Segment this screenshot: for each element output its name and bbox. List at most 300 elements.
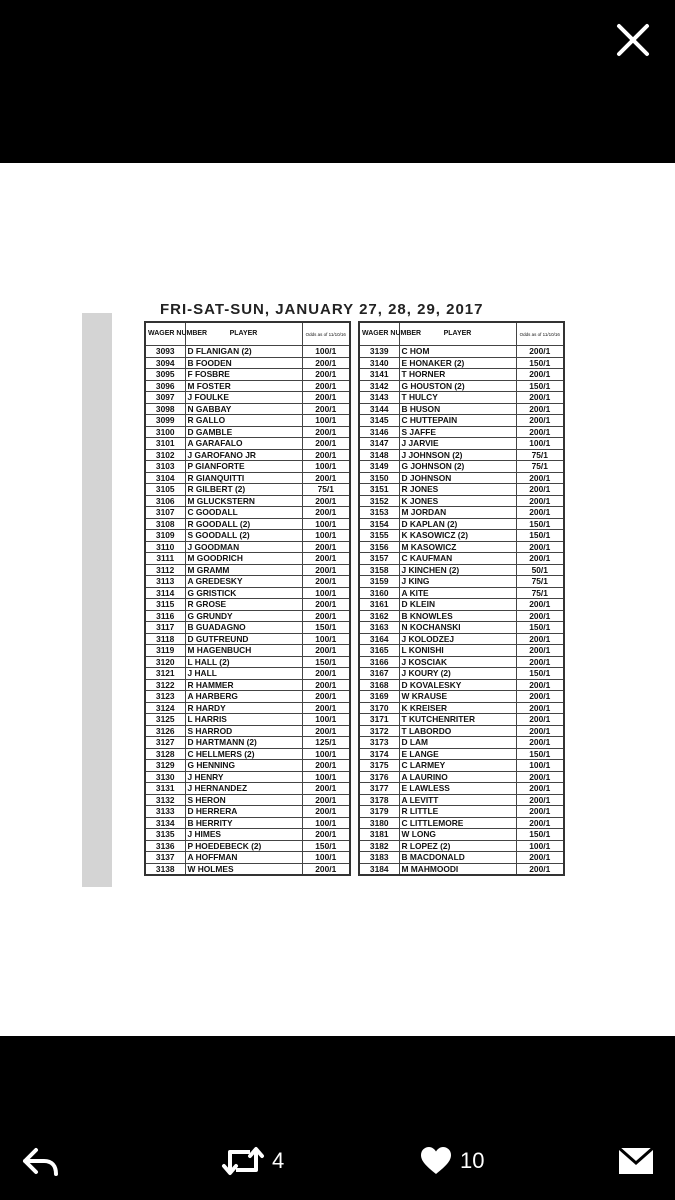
player-cell: D GUTFREUND [185,633,302,645]
player-cell: L HARRIS [185,714,302,726]
odds-cell: 200/1 [302,369,350,381]
table-row [145,403,350,415]
table-row [359,518,564,530]
odds-cell: 200/1 [302,472,350,484]
player-cell: M GOODRICH [185,553,302,565]
like-count: 10 [460,1148,485,1173]
like-button[interactable] [420,1140,484,1182]
table-row [359,564,564,576]
player-cell: L KONISHI [399,645,516,657]
close-button[interactable] [609,16,657,64]
odds-cell: 200/1 [302,426,350,438]
player-cell: L HALL (2) [185,656,302,668]
table-row [145,702,350,714]
odds-cell: 200/1 [516,852,564,864]
odds-cell: 200/1 [302,507,350,519]
wager-number-cell: 3141 [359,369,399,381]
player-cell: A HOFFMAN [185,852,302,864]
wager-number-cell: 3169 [359,691,399,703]
reply-icon [22,1144,60,1178]
wager-number-cell: 3138 [145,863,185,875]
odds-cell: 200/1 [516,346,564,358]
odds-cell: 200/1 [302,760,350,772]
player-cell: D KAPLAN (2) [399,518,516,530]
player-cell: T HORNER [399,369,516,381]
odds-cell: 100/1 [302,633,350,645]
table-row [145,691,350,703]
envelope-icon [618,1146,654,1176]
player-cell: M GLUCKSTERN [185,495,302,507]
player-cell: R JONES [399,484,516,496]
table-row [145,645,350,657]
wager-number-cell: 3147 [359,438,399,450]
player-cell: B GUADAGNO [185,622,302,634]
table-row [359,794,564,806]
player-cell: B HERRITY [185,817,302,829]
player-cell: M KASOWICZ [399,541,516,553]
player-cell: D HERRERA [185,806,302,818]
wager-number-cell: 3153 [359,507,399,519]
odds-cell: 100/1 [516,438,564,450]
odds-cell: 200/1 [302,380,350,392]
player-cell: M FOSTER [185,380,302,392]
table-row [359,403,564,415]
table-row [145,714,350,726]
odds-cell: 200/1 [516,392,564,404]
wager-number-cell: 3177 [359,783,399,795]
wager-number-cell: 3136 [145,840,185,852]
player-cell: A GREDESKY [185,576,302,588]
wager-number-cell: 3105 [145,484,185,496]
player-cell: D HARTMANN (2) [185,737,302,749]
wager-number-cell: 3143 [359,392,399,404]
player-cell: M GRAMM [185,564,302,576]
odds-cell: 150/1 [302,622,350,634]
wager-number-cell: 3180 [359,817,399,829]
player-cell: K KASOWICZ (2) [399,530,516,542]
player-cell: J HALL [185,668,302,680]
odds-cell: 200/1 [302,403,350,415]
player-cell: C GOODALL [185,507,302,519]
wager-number-cell: 3104 [145,472,185,484]
retweet-count: 4 [272,1148,285,1173]
odds-cell: 200/1 [516,415,564,427]
odds-cell: 200/1 [516,702,564,714]
table-row [359,714,564,726]
player-cell: C HELLMERS (2) [185,748,302,760]
wager-number-cell: 3130 [145,771,185,783]
table-row [359,771,564,783]
odds-cell: 200/1 [516,783,564,795]
table-row [145,622,350,634]
wager-number-cell: 3148 [359,449,399,461]
wager-number-cell: 3127 [145,737,185,749]
odds-cell: 200/1 [302,599,350,611]
odds-cell: 150/1 [516,530,564,542]
wager-number-cell: 3098 [145,403,185,415]
header-player: PLAYER [185,322,302,346]
odds-cell: 200/1 [516,645,564,657]
table-row [145,679,350,691]
odds-cell: 200/1 [302,668,350,680]
player-cell: M JORDAN [399,507,516,519]
retweet-button[interactable] [222,1140,284,1182]
odds-cell: 200/1 [302,357,350,369]
wager-number-cell: 3109 [145,530,185,542]
wager-number-cell: 3154 [359,518,399,530]
header-wager-number: WAGER NUMBER [359,322,399,346]
player-cell: J KOURY (2) [399,668,516,680]
player-cell: E LAWLESS [399,783,516,795]
table-row [145,461,350,473]
media-image-area [0,163,675,1036]
table-row [359,863,564,875]
player-cell: J KING [399,576,516,588]
wager-number-cell: 3170 [359,702,399,714]
table-row [359,622,564,634]
player-cell: A LEVITT [399,794,516,806]
table-row [145,426,350,438]
sheet-headline: FRI-SAT-SUN, JANUARY 27, 28, 29, 2017 [160,301,484,318]
player-cell: N GABBAY [185,403,302,415]
odds-cell: 200/1 [516,553,564,565]
player-cell: E HONAKER (2) [399,357,516,369]
wager-number-cell: 3178 [359,794,399,806]
wager-number-cell: 3113 [145,576,185,588]
table-row [359,587,564,599]
wager-number-cell: 3184 [359,863,399,875]
table-row [145,840,350,852]
table-row [359,840,564,852]
odds-cell: 200/1 [302,553,350,565]
table-row [145,599,350,611]
odds-cell: 200/1 [302,438,350,450]
table-row [145,484,350,496]
table-row [145,415,350,427]
odds-cell: 200/1 [302,392,350,404]
odds-cell: 200/1 [516,806,564,818]
table-row [359,530,564,542]
odds-cell: 200/1 [302,495,350,507]
wager-number-cell: 3101 [145,438,185,450]
odds-cell: 200/1 [302,610,350,622]
player-cell: M HAGENBUCH [185,645,302,657]
odds-cell: 200/1 [302,564,350,576]
odds-cell: 150/1 [516,748,564,760]
player-cell: R LITTLE [399,806,516,818]
wager-number-cell: 3162 [359,610,399,622]
odds-cell: 200/1 [516,541,564,553]
wager-number-cell: 3161 [359,599,399,611]
table-row [359,449,564,461]
odds-cell: 200/1 [516,863,564,875]
player-cell: R GILBERT (2) [185,484,302,496]
player-cell: C LITTLEMORE [399,817,516,829]
table-row [359,484,564,496]
player-cell: J JOHNSON (2) [399,449,516,461]
player-cell: G GRUNDY [185,610,302,622]
wager-number-cell: 3132 [145,794,185,806]
wager-number-cell: 3119 [145,645,185,657]
odds-cell: 100/1 [516,760,564,772]
table-row [359,576,564,588]
wager-number-cell: 3157 [359,553,399,565]
player-cell: S HERON [185,794,302,806]
table-row [359,645,564,657]
player-cell: D KLEIN [399,599,516,611]
table-row [359,760,564,772]
table-row [359,806,564,818]
player-cell: P GIANFORTE [185,461,302,473]
player-cell: F FOSBRE [185,369,302,381]
wager-number-cell: 3129 [145,760,185,772]
odds-cell: 200/1 [302,794,350,806]
odds-cell: 200/1 [302,863,350,875]
player-cell: B FOODEN [185,357,302,369]
player-cell: N KOCHANSKI [399,622,516,634]
wager-number-cell: 3179 [359,806,399,818]
odds-cell: 200/1 [516,484,564,496]
table-row [359,415,564,427]
table-row [145,817,350,829]
wager-number-cell: 3142 [359,380,399,392]
wager-number-cell: 3181 [359,829,399,841]
header-player: PLAYER [399,322,516,346]
player-cell: J HENRY [185,771,302,783]
player-cell: R HARDY [185,702,302,714]
table-row [359,852,564,864]
wager-number-cell: 3128 [145,748,185,760]
odds-cell: 200/1 [516,610,564,622]
odds-cell: 200/1 [516,472,564,484]
wager-number-cell: 3110 [145,541,185,553]
table-row [145,668,350,680]
player-cell: R GIANQUITTI [185,472,302,484]
odds-cell: 100/1 [302,771,350,783]
odds-cell: 200/1 [516,507,564,519]
player-cell: G HOUSTON (2) [399,380,516,392]
table-row [359,438,564,450]
player-cell: W KRAUSE [399,691,516,703]
wager-number-cell: 3094 [145,357,185,369]
odds-cell: 100/1 [302,587,350,599]
odds-cell: 200/1 [302,829,350,841]
table-row [359,668,564,680]
wager-number-cell: 3117 [145,622,185,634]
table-row [359,702,564,714]
table-row [359,633,564,645]
wager-number-cell: 3165 [359,645,399,657]
player-cell: J KOLODZEJ [399,633,516,645]
wager-number-cell: 3099 [145,415,185,427]
odds-cell: 100/1 [302,461,350,473]
player-cell: J FOULKE [185,392,302,404]
table-row [145,725,350,737]
table-row [145,380,350,392]
wager-number-cell: 3126 [145,725,185,737]
odds-cell: 200/1 [302,806,350,818]
wager-number-cell: 3116 [145,610,185,622]
wager-number-cell: 3160 [359,587,399,599]
reply-button[interactable] [22,1140,60,1182]
wager-number-cell: 3155 [359,530,399,542]
odds-cell: 150/1 [516,668,564,680]
wager-number-cell: 3158 [359,564,399,576]
table-row [359,691,564,703]
message-button[interactable] [618,1140,654,1182]
wager-number-cell: 3152 [359,495,399,507]
table-row [359,472,564,484]
player-cell: S JAFFE [399,426,516,438]
wager-number-cell: 3111 [145,553,185,565]
wager-number-cell: 3096 [145,380,185,392]
player-cell: B MACDONALD [399,852,516,864]
table-row [359,461,564,473]
table-row [145,783,350,795]
player-cell: A LAURINO [399,771,516,783]
player-cell: D KOVALESKY [399,679,516,691]
wager-number-cell: 3145 [359,415,399,427]
odds-cell: 200/1 [516,817,564,829]
player-cell: J JARVIE [399,438,516,450]
wager-number-cell: 3172 [359,725,399,737]
table-row [359,369,564,381]
table-row [145,771,350,783]
wager-number-cell: 3164 [359,633,399,645]
player-cell: B HUSON [399,403,516,415]
wager-number-cell: 3176 [359,771,399,783]
odds-cell: 200/1 [516,737,564,749]
table-row [145,541,350,553]
wager-number-cell: 3093 [145,346,185,358]
wager-number-cell: 3183 [359,852,399,864]
wager-number-cell: 3131 [145,783,185,795]
odds-cell: 200/1 [302,541,350,553]
wager-number-cell: 3151 [359,484,399,496]
table-row [359,553,564,565]
player-cell: A GARAFALO [185,438,302,450]
wager-number-cell: 3121 [145,668,185,680]
player-cell: R GALLO [185,415,302,427]
table-row [359,817,564,829]
table-row [359,357,564,369]
table-row [359,679,564,691]
wager-number-cell: 3122 [145,679,185,691]
wager-number-cell: 3108 [145,518,185,530]
table-row [145,530,350,542]
player-cell: J GAROFANO JR [185,449,302,461]
table-row [145,553,350,565]
wager-number-cell: 3149 [359,461,399,473]
table-row [359,380,564,392]
odds-cell: 100/1 [302,714,350,726]
table-row [145,829,350,841]
table-row [145,852,350,864]
wager-number-cell: 3134 [145,817,185,829]
table-row [145,760,350,772]
odds-cell: 200/1 [516,725,564,737]
table-row [145,507,350,519]
table-row [145,495,350,507]
wager-number-cell: 3150 [359,472,399,484]
odds-cell: 100/1 [516,840,564,852]
odds-cell: 200/1 [302,725,350,737]
odds-cell: 200/1 [302,645,350,657]
player-cell: K JONES [399,495,516,507]
wager-number-cell: 3167 [359,668,399,680]
wager-number-cell: 3124 [145,702,185,714]
wager-number-cell: 3146 [359,426,399,438]
odds-cell: 75/1 [516,449,564,461]
odds-cell: 100/1 [302,518,350,530]
odds-cell: 75/1 [516,576,564,588]
table-row [145,438,350,450]
wager-number-cell: 3156 [359,541,399,553]
table-row [359,392,564,404]
player-cell: C LARMEY [399,760,516,772]
wager-table-right [358,321,565,876]
player-cell: S HARROD [185,725,302,737]
wager-number-cell: 3115 [145,599,185,611]
table-row [145,863,350,875]
table-row [145,449,350,461]
table-row [359,495,564,507]
wager-number-cell: 3133 [145,806,185,818]
odds-cell: 200/1 [516,794,564,806]
table-row [145,357,350,369]
wager-number-cell: 3137 [145,852,185,864]
player-cell: C HOM [399,346,516,358]
player-cell: D FLANIGAN (2) [185,346,302,358]
odds-cell: 100/1 [302,346,350,358]
table-row [145,806,350,818]
player-cell: T HULCY [399,392,516,404]
header-odds: Odds as of 11/10/16 [516,322,564,346]
player-cell: J GOODMAN [185,541,302,553]
table-row [359,748,564,760]
table-row [145,472,350,484]
player-cell: D JOHNSON [399,472,516,484]
player-cell: A KITE [399,587,516,599]
wager-number-cell: 3100 [145,426,185,438]
wager-number-cell: 3095 [145,369,185,381]
table-row [359,783,564,795]
player-cell: G JOHNSON (2) [399,461,516,473]
odds-cell: 200/1 [302,691,350,703]
table-row [359,346,564,358]
player-cell: T KUTCHENRITER [399,714,516,726]
scan-margin [82,313,112,887]
player-cell: C HUTTEPAIN [399,415,516,427]
table-row [359,725,564,737]
odds-cell: 200/1 [302,702,350,714]
player-cell: G HENNING [185,760,302,772]
odds-cell: 100/1 [302,817,350,829]
wager-number-cell: 3168 [359,679,399,691]
header-wager-number: WAGER NUMBER [145,322,185,346]
wager-number-cell: 3103 [145,461,185,473]
player-cell: J KOSCIAK [399,656,516,668]
table-row [359,507,564,519]
table-row [359,426,564,438]
odds-cell: 200/1 [516,495,564,507]
odds-cell: 100/1 [302,530,350,542]
table-row [359,829,564,841]
wager-number-cell: 3182 [359,840,399,852]
player-cell: J HIMES [185,829,302,841]
wager-number-cell: 3173 [359,737,399,749]
table-row [145,794,350,806]
